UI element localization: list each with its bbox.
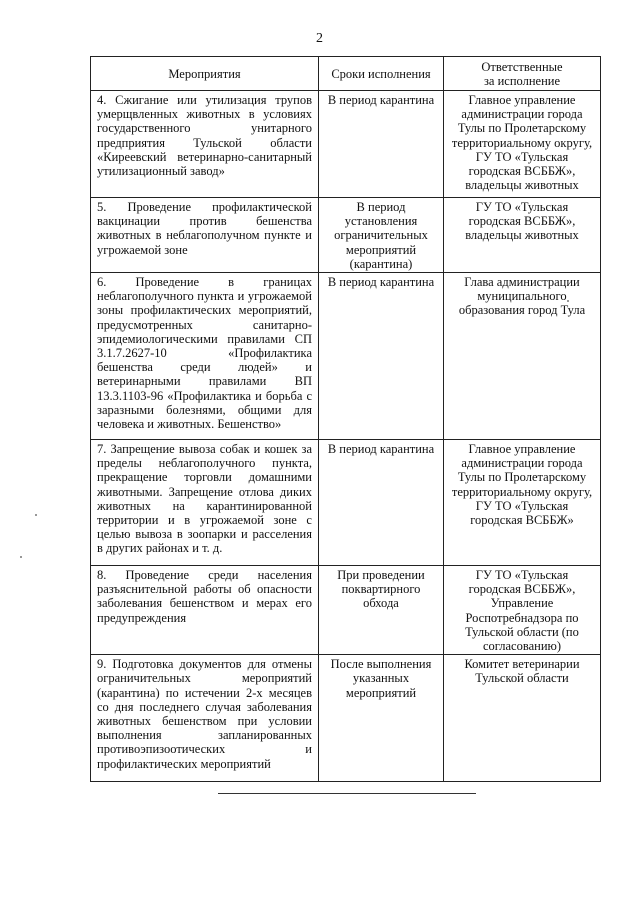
term-cell: При проведении поквартирного обхода: [319, 566, 444, 655]
table-row: [91, 198, 601, 273]
header-deadlines: Сроки исполнения: [319, 57, 444, 91]
scan-speck: [35, 514, 37, 516]
footer-divider: [218, 793, 476, 794]
header-responsible: [444, 57, 601, 91]
scan-speck: [20, 556, 22, 558]
header-activities: Мероприятия: [91, 57, 319, 91]
term-cell: В период карантина: [319, 91, 444, 198]
responsible-cell: Глава администрации муниципального образования город Тула: [444, 273, 601, 440]
activity-cell: 6. Проведение в границах неблагополучного пункта и угрожаемой зоны профилактических мероприятий, предусмотренных санитарно-эпидемиологическими правилами СП 3.1.7.2627-10 «Профилактика бешенства среди людей» и ветеринарными правилами ВП 13.3.1103-96 «Профилактика и борьба с заразными болезнями, общими для человека и животных. Бешенство»: [91, 273, 319, 440]
activity-cell: 5. Проведение профилактической вакцинации против бешенства животных в неблагополучном пункте и угрожаемой зоне: [91, 198, 319, 273]
term-cell: В период карантина: [319, 273, 444, 440]
activity-cell: 4. Сжигание или утилизация трупов умерщвленных животных в условиях государственного унитарного предприятия Тульской области «Киреевский ветеринарно-санитарный утилизационный завод»: [91, 91, 319, 198]
activity-cell: 7. Запрещение вывоза собак и кошек за пределы неблагополучного пункта, прекращение торговли домашними животными. Запрещение отлова диких животных на карантинированной территории и в угрожаемой зоне с целью вывоза в зоопарки и расселения в других районах и т. д.: [91, 440, 319, 566]
term-cell: После выполнения указанных мероприятий: [319, 655, 444, 782]
responsible-cell: Главное управление администрации города Тулы по Пролетарскому территориальному округу, ГУ ТО «Тульская городская ВСББЖ»: [444, 440, 601, 566]
table-row: [91, 91, 601, 198]
activity-cell: 8. Проведение среди населения разъяснительной работы об опасности заболевания бешенством и мерах его предупреждения: [91, 566, 319, 655]
table-row: [91, 273, 601, 440]
table-row: [91, 655, 601, 782]
term-cell: В период установления ограничительных мероприятий (карантина): [319, 198, 444, 273]
term-cell: В период карантина: [319, 440, 444, 566]
page-number: 2: [316, 31, 323, 46]
activity-cell: 9. Подготовка документов для отмены ограничительных мероприятий (карантина) по истечении 2-х месяцев со дня последнего случая заболевания животных бешенством при условии выполнения запланированных противоэпизоотических и профилактических мероприятий: [91, 655, 319, 782]
responsible-cell: ГУ ТО «Тульская городская ВСББЖ», владельцы животных: [444, 198, 601, 273]
table-header-row: [91, 57, 601, 91]
activities-table: [90, 56, 601, 782]
responsible-cell: Комитет ветеринарии Тульской области: [444, 655, 601, 782]
table-row: [91, 566, 601, 655]
header-responsible-text: Ответственные за исполнение: [481, 59, 563, 88]
responsible-cell: ГУ ТО «Тульская городская ВСББЖ», Управление Роспотребнадзора по Тульской области (по согласованию): [444, 566, 601, 655]
table-row: [91, 440, 601, 566]
scan-speck: [567, 300, 569, 302]
responsible-cell: Главное управление администрации города Тулы по Пролетарскому территориальному округу, ГУ ТО «Тульская городская ВСББЖ», владельцы животных: [444, 91, 601, 198]
